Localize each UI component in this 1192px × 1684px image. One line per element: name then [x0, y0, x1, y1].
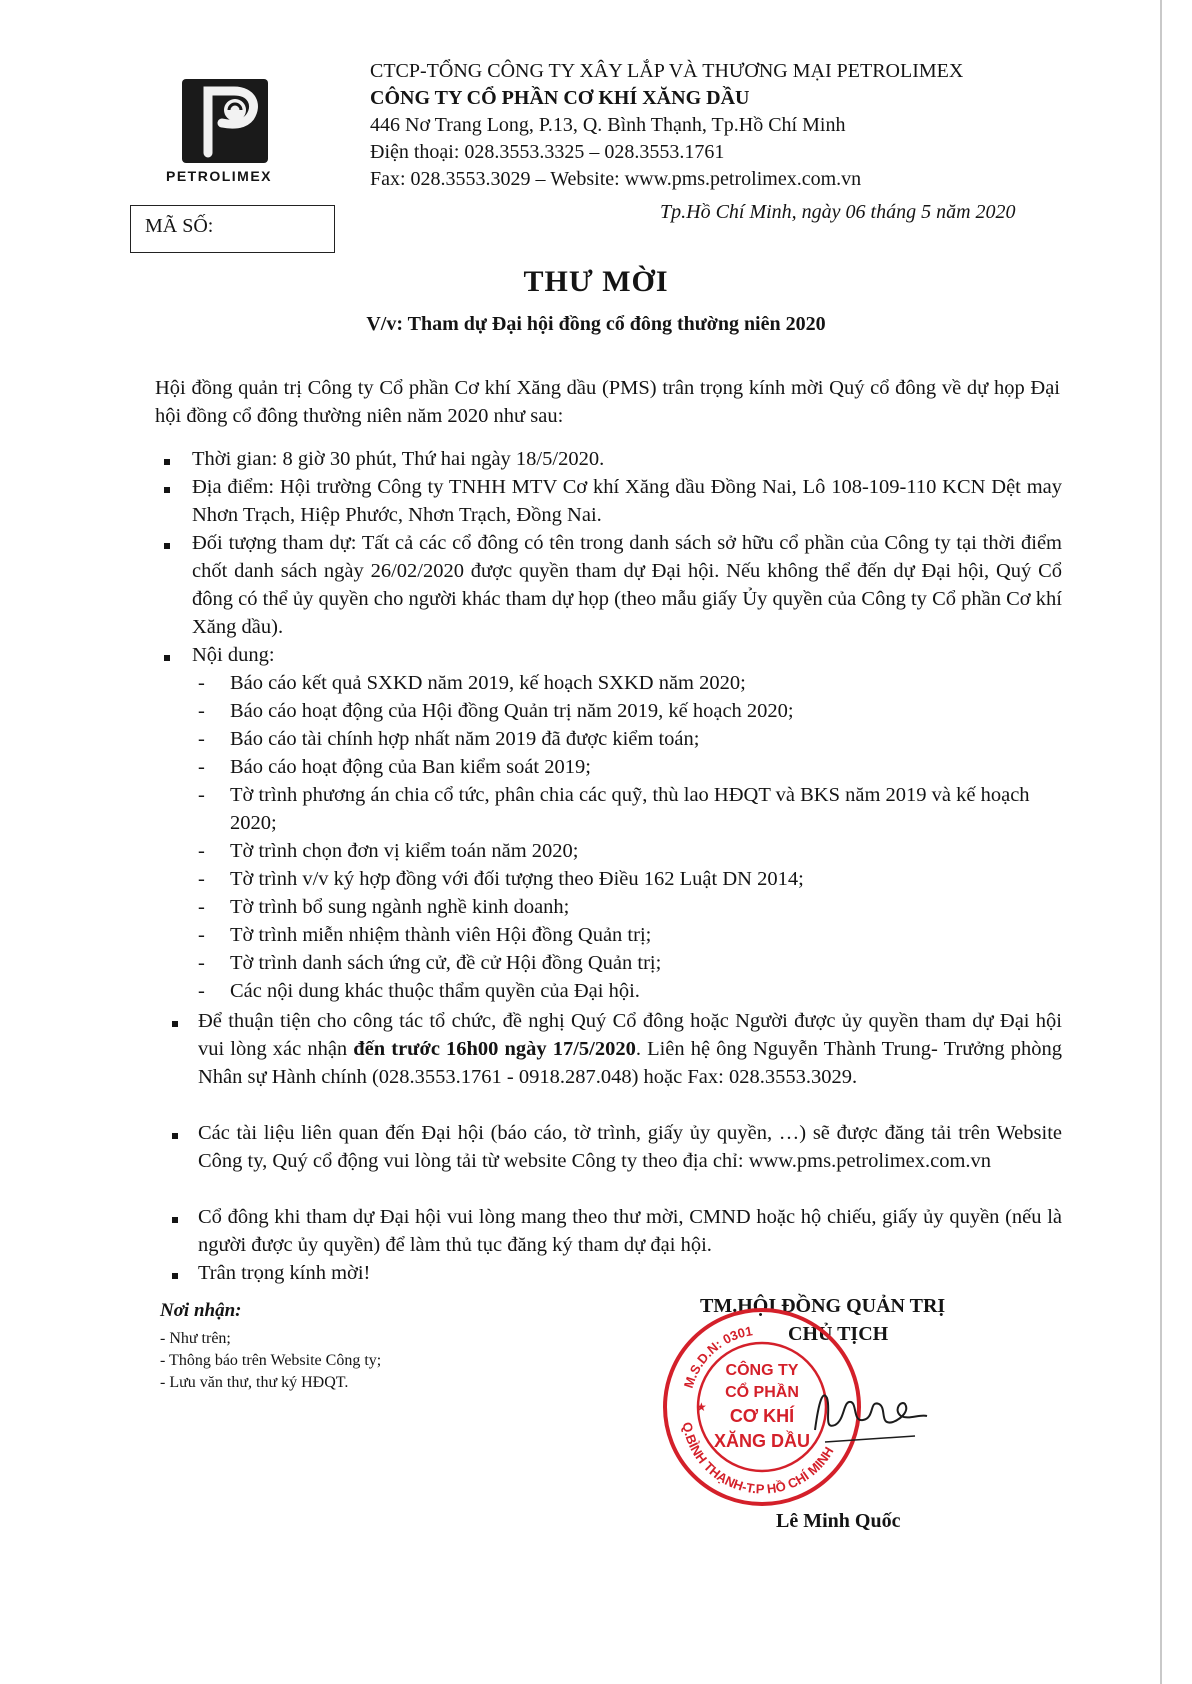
document-subject: V/v: Tham dự Đại hội đồng cổ đông thường niên 2020	[366, 313, 826, 335]
seal-ring-top: M.S.D.N: 0301	[680, 1323, 754, 1390]
logo-brand-text: PETROLIMEX	[166, 168, 273, 184]
handwritten-signature	[805, 1370, 935, 1450]
bullet-marker	[172, 1273, 178, 1279]
company-logo	[160, 75, 290, 185]
bullet-time: Thời gian: 8 giờ 30 phút, Thứ hai ngày 18/5/2020.	[192, 448, 605, 470]
bullet-marker	[172, 1021, 178, 1027]
bullet-marker	[164, 487, 170, 493]
bullet-marker	[172, 1217, 178, 1223]
bullet-marker	[164, 543, 170, 549]
confirm-text-start: Để thuận tiện cho công tác tổ chức, đề nghị Quý Cổ đông hoặc Người được ủy quyền tham dự Đại hội vui lòng xác nhận	[198, 1010, 1062, 1060]
scan-edge	[1160, 0, 1162, 1684]
seal-line-1: CÔNG TY	[725, 1362, 799, 1379]
signer-position: CHỦ TỊCH	[788, 1323, 889, 1345]
bullet-documents: Các tài liệu liên quan đến Đại hội (báo cáo, tờ trình, giấy ủy quyền, …) sẽ được đăng tải trên Website Công ty, Quý cổ động vui lòng tải từ website Công ty theo địa chỉ: www.pms.petrolimex.com.vn	[198, 1122, 1062, 1172]
letterhead	[370, 58, 963, 193]
petrolimex-emblem-icon	[160, 75, 290, 165]
confirm-deadline: đến trước 16h00 ngày 17/5/2020	[353, 1038, 636, 1060]
company-name: CÔNG TY CỔ PHẦN CƠ KHÍ XĂNG DẦU	[370, 87, 750, 109]
company-fax-website: Fax: 028.3553.3029 – Website: www.pms.petrolimex.com.vn	[370, 168, 862, 190]
seal-line-3: CƠ KHÍ	[729, 1406, 795, 1426]
document-title: THƯ MỜI	[523, 265, 669, 298]
document-code-label: MÃ SỐ:	[145, 215, 214, 237]
date-line: Tp.Hồ Chí Minh, ngày 06 tháng 5 năm 2020	[660, 201, 1016, 223]
bullet-bring: Cổ đông khi tham dự Đại hội vui lòng mang theo thư mời, CMND hoặc hộ chiếu, giấy ủy quyền (nếu là người được ủy quyền) để làm thủ tục đăng ký tham dự đại hội.	[198, 1206, 1062, 1256]
parent-company: CTCP-TỔNG CÔNG TY XÂY LẮP VÀ THƯƠNG MẠI PETROLIMEX	[370, 60, 964, 82]
bullet-marker	[164, 655, 170, 661]
seal-star-icon: ★	[696, 1400, 707, 1414]
bullet-attendees: Đối tượng tham dự: Tất cả các cổ đông có tên trong danh sách sở hữu cổ phần của Công ty tại thời điểm chốt danh sách ngày 26/02/2020 được quyền tham dự Đại hội. Nếu không thể đến dự Đại hội, Quý Cổ đông có thể ủy quyền cho người khác tham dự họp (theo mẫu giấy Ủy quyền của Công ty Cổ phần Cơ khí Xăng dầu).	[192, 532, 1062, 638]
bullet-content-label: Nội dung:	[192, 644, 275, 666]
svg-text:M.S.D.N: 0301	[681, 1323, 754, 1390]
seal-line-2: CỔ PHẦN	[725, 1384, 799, 1401]
bullet-marker	[164, 459, 170, 465]
bullet-confirm	[198, 1007, 1062, 1091]
bullet-venue: Địa điểm: Hội trường Công ty TNHH MTV Cơ khí Xăng dầu Đồng Nai, Lô 108-109-110 KCN Dệt may Nhơn Trạch, Hiệp Phước, Nhơn Trạch, Đồng Nai.	[192, 476, 1062, 526]
recipients-title: Nơi nhận:	[160, 1300, 242, 1321]
document-code-box	[130, 205, 335, 253]
recipients-block	[160, 1300, 381, 1394]
seal-line-4: XĂNG DẦU	[713, 1431, 811, 1451]
company-address: 446 Nơ Trang Long, P.13, Q. Bình Thạnh, Tp.Hồ Chí Minh	[370, 114, 846, 136]
seal-ring-bottom: Q.BÌNH THẠNH-T.P HỒ CHÍ MINH	[679, 1420, 837, 1497]
confirm-text-end: . Liên hệ ông Nguyễn Thành Trung- Trưởng phòng Nhân sự Hành chính (028.3553.1761 - 0918.287.048) hoặc Fax: 028.3553.3029.	[198, 1038, 1062, 1088]
company-phone: Điện thoại: 028.3553.3325 – 028.3553.1761	[370, 141, 725, 163]
bullet-marker	[172, 1133, 178, 1139]
intro-paragraph: Hội đồng quản trị Công ty Cổ phần Cơ khí Xăng dầu (PMS) trân trọng kính mời Quý cổ đông về dự họp Đại hội đồng cổ đông thường niên năm 2020 như sau:	[155, 377, 1060, 427]
recipient-item: - Như trên;	[160, 1330, 231, 1347]
recipient-item: - Thông báo trên Website Công ty;	[160, 1352, 382, 1369]
recipient-item: - Lưu văn thư, thư ký HĐQT.	[160, 1374, 349, 1391]
signer-name: Lê Minh Quốc	[776, 1510, 901, 1532]
bullet-closing: Trân trọng kính mời!	[198, 1262, 371, 1284]
signer-on-behalf: TM.HỘI ĐỒNG QUẢN TRỊ	[700, 1295, 946, 1317]
